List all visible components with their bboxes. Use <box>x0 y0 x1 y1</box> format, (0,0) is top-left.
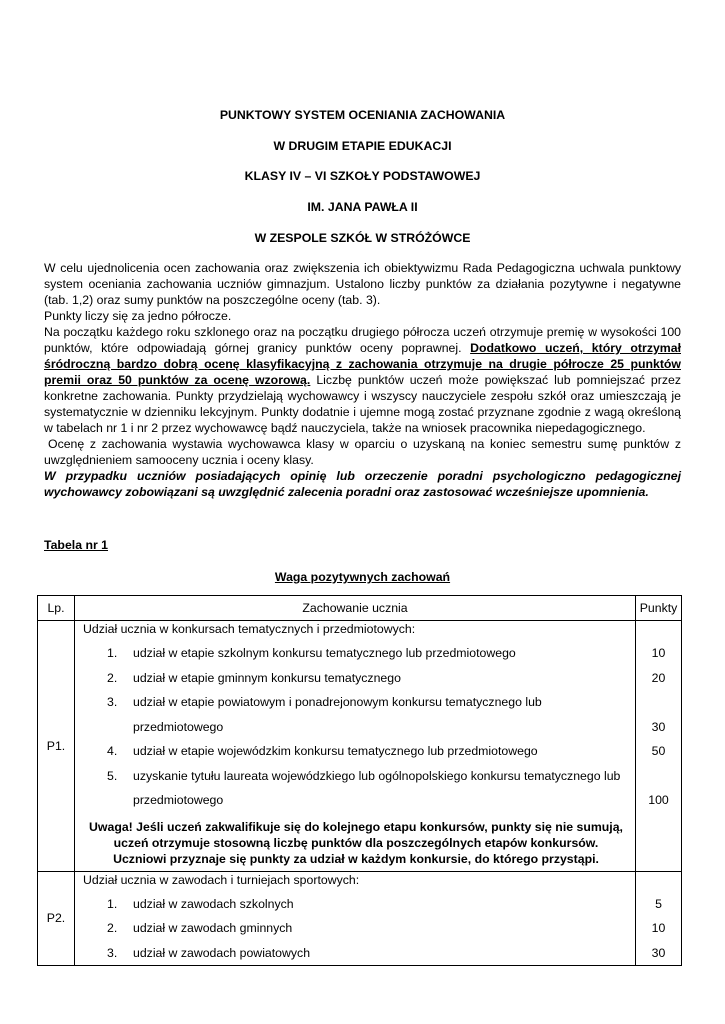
header-behavior: Zachowanie ucznia <box>75 596 636 621</box>
row-lp: P1. <box>38 621 75 872</box>
category-label: Udział ucznia w konkursach tematycznych i przedmiotowych: <box>83 622 416 636</box>
points-value: 20 <box>651 670 666 685</box>
list-item: 1. udział w zawodach szkolnych <box>107 896 294 911</box>
intro-paragraph-1: W celu ujednolicenia ocen zachowania oraz zwiększenia ich obiektywizmu Rada Pedagogiczna uchwala punktowy system oceniania zachowania uczniów gimnazjum. Ustalono liczby punktów za działania pozytywne i negatywne (tab. 1,2) oraz sumy punktów na poszczególne oceny (tab. 3). <box>44 261 681 307</box>
list-item: 2. udział w zawodach gminnych <box>107 921 293 935</box>
intro-bonus-text: Dodatkowo uczeń, który otrzymał śródroczną bardzo dobrą ocenę klasyfikacyjną z zachowania otrzymuje na drugie półrocze 25 punktów premii oraz 50 punktów za ocenę wzorową. <box>44 341 681 387</box>
intro-paragraph-5: W przypadku uczniów posiadających opinię lub orzeczenie poradni psychologiczno pedagogicznej wychowawcy zobowiązani są uwzględnić zalecenia poradni oraz zastosować wcześniejsze upomnienia. <box>44 469 681 499</box>
list-item: 5. uzyskanie tytułu laureata wojewódzkiego lub ogólnopolskiego konkursu tematycznego lub przedmiotowego <box>107 768 621 807</box>
header-points: Punkty <box>636 596 682 621</box>
warning-note <box>83 813 635 871</box>
table-title: Waga pozytywnych zachowań <box>274 570 451 584</box>
category-label: Udział ucznia w zawodach i turniejach sportowych: <box>83 872 360 887</box>
intro-paragraph-4: Ocenę z zachowania wystawia wychowawca klasy w oparciu o uzyskaną na koniec semestru sumę punktów z uwzględnieniem samooceny ucznia i oceny klasy. <box>44 437 681 467</box>
row-behavior <box>75 621 636 872</box>
table-header-row <box>38 596 682 621</box>
item-list <box>83 892 635 966</box>
intro-premium-text: Na początku każdego roku szklonego oraz na początku drugiego półrocza uczeń otrzymuje premię w wysokości 100 punktów, które odpowiadają górnej granicy punktów oceny poprawnej. <box>44 325 681 355</box>
title-line-4: IM. JANA PAWŁA II <box>307 200 418 214</box>
warning-note-1: Uwaga! Jeśli uczeń zakwalifikuje się do kolejnego etapu konkursów, punkty się nie sumują, uczeń otrzymuje stosowną liczbę punktów dla poszczególnych etapów konkursów. <box>89 819 623 850</box>
points-value: 30 <box>651 945 666 960</box>
table-label: Tabela nr 1 <box>44 538 109 552</box>
intro-paragraph-3 <box>44 324 681 436</box>
points-value: 50 <box>651 744 666 758</box>
intro-text <box>44 260 681 500</box>
list-item: 3. udział w zawodach powiatowych <box>107 945 311 960</box>
list-item: 3. udział w etapie powiatowym i ponadrejonowym konkursu tematycznego lub przedmiotowego <box>107 695 542 734</box>
points-value: 30 <box>651 719 666 734</box>
item-list <box>83 641 635 813</box>
list-item: 1. udział w etapie szkolnym konkursu tematycznego lub przedmiotowego <box>107 646 516 660</box>
points-value: 10 <box>651 921 666 935</box>
row-behavior <box>75 871 636 966</box>
intro-points-text: Liczbę punktów uczeń może powiększać lub pomniejszać przez konkretne zachowania. Punkty przydzielają wychowawcy i wszyscy nauczyciele zespołu szkół oraz umieszczają je systematycznie w dzienniku lekcyjnym. Punkty dodatnie i ujemne mogą zostać przyznane zgodnie z wagą określoną w tabelach nr 1 i nr 2 przez wychowawcę bądź nauczyciela, także na wniosek pracownika niepedagogicznego. <box>44 373 682 435</box>
title-line-1: PUNKTOWY SYSTEM OCENIANIA ZACHOWANIA <box>219 108 506 122</box>
points-value: 10 <box>651 646 666 660</box>
table-row-p1 <box>38 621 682 872</box>
table-row-p2 <box>38 871 682 966</box>
header-lp: Lp. <box>38 596 75 621</box>
list-item: 2. udział w etapie gminnym konkursu tematycznego <box>107 670 401 685</box>
row-points <box>636 621 682 872</box>
positive-behavior-table <box>37 595 682 966</box>
title-line-2: W DRUGIM ETAPIE EDUKACJI <box>273 139 452 153</box>
points-value: 100 <box>648 793 669 807</box>
row-points <box>636 871 682 966</box>
title-line-3: KLASY IV – VI SZKOŁY PODSTAWOWEJ <box>244 169 481 183</box>
intro-paragraph-2: Punkty liczy się za jedno półrocze. <box>44 309 232 323</box>
points-value: 5 <box>655 896 662 911</box>
title-line-5: W ZESPOLE SZKÓŁ W STRÓŻÓWCE <box>254 231 471 245</box>
warning-note-2: Uczniowi przyznaje się punkty za udział w każdym konkursie, do którego przystąpi. <box>113 851 599 866</box>
row-lp: P2. <box>38 871 75 966</box>
list-item: 4. udział w etapie wojewódzkim konkursu tematycznego lub przedmiotowego <box>107 744 538 758</box>
